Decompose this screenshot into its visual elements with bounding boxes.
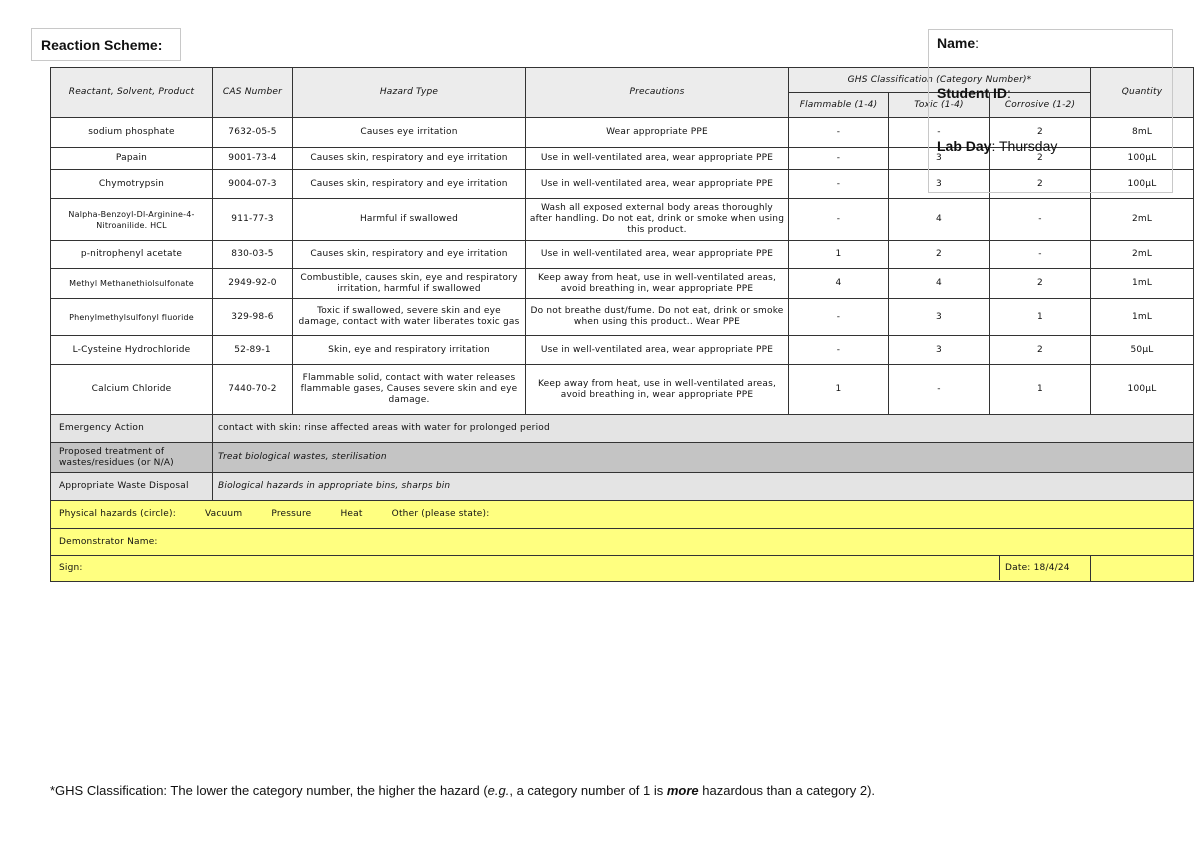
- cell-name: Papain: [51, 148, 213, 170]
- cell-hazard: Toxic if swallowed, severe skin and eye damage, contact with water liberates toxic gas: [293, 299, 526, 336]
- chemical-row: [51, 299, 1194, 336]
- cell-quantity: 1mL: [1091, 269, 1194, 299]
- header-precautions: Precautions: [526, 68, 789, 118]
- cell-precautions: Wear appropriate PPE: [526, 118, 789, 148]
- cell-name: Chymotrypsin: [51, 170, 213, 199]
- date-label: Date: 18/4/24: [999, 556, 1070, 580]
- cell-cas: 7440-70-2: [213, 365, 293, 415]
- cell-toxic: 3: [889, 336, 990, 365]
- footnote-more: more: [666, 783, 699, 798]
- cell-corrosive: -: [990, 199, 1091, 241]
- header-toxic: Toxic (1-4): [889, 93, 990, 118]
- treatment-value: Treat biological wastes, sterilisation: [213, 443, 1194, 473]
- cell-cas: 9004-07-3: [213, 170, 293, 199]
- disposal-value: Biological hazards in appropriate bins, sharps bin: [213, 473, 1194, 501]
- option-other[interactable]: Other (please state):: [391, 509, 490, 519]
- chemical-row: [51, 241, 1194, 269]
- cell-cas: 7632-05-5: [213, 118, 293, 148]
- disposal-label: Appropriate Waste Disposal: [51, 473, 213, 501]
- cell-cas: 52-89-1: [213, 336, 293, 365]
- cell-hazard: Causes skin, respiratory and eye irritation: [293, 241, 526, 269]
- sign-row: [51, 556, 1194, 582]
- cell-corrosive: 2: [990, 269, 1091, 299]
- cell-quantity: 100μL: [1091, 365, 1194, 415]
- header-flammable: Flammable (1-4): [789, 93, 889, 118]
- cell-precautions: Keep away from heat, use in well-ventilated areas, avoid breathing in, wear appropriate PPE: [526, 365, 789, 415]
- cell-corrosive: 2: [990, 118, 1091, 148]
- cell-cas: 911-77-3: [213, 199, 293, 241]
- cell-hazard: Combustible, causes skin, eye and respiratory irritation, harmful if swallowed: [293, 269, 526, 299]
- header-reactant: Reactant, Solvent, Product: [51, 68, 213, 118]
- cell-toxic: 3: [889, 299, 990, 336]
- physical-hazards-label: Physical hazards (circle):: [59, 509, 176, 519]
- name-line[interactable]: [937, 35, 979, 51]
- treatment-row: [51, 443, 1194, 473]
- cell-toxic: 3: [889, 170, 990, 199]
- option-vacuum[interactable]: Vacuum: [205, 509, 243, 519]
- reaction-scheme-box: [31, 28, 181, 61]
- name-label: Name: [937, 35, 976, 51]
- cell-flammable: 1: [789, 241, 889, 269]
- ghs-footnote: [50, 783, 875, 798]
- cell-toxic: 3: [889, 148, 990, 170]
- student-info-box: [928, 29, 1173, 193]
- footnote-part1: *GHS Classification: The lower the category number, the higher the hazard (: [50, 783, 488, 798]
- cell-flammable: -: [789, 336, 889, 365]
- cell-toxic: 4: [889, 199, 990, 241]
- footnote-part2: , a category number of 1 is: [509, 783, 667, 798]
- cell-toxic: 4: [889, 269, 990, 299]
- cell-hazard: Causes eye irritation: [293, 118, 526, 148]
- chemical-row: [51, 199, 1194, 241]
- cell-hazard: Causes skin, respiratory and eye irritation: [293, 148, 526, 170]
- cell-corrosive: 2: [990, 148, 1091, 170]
- cell-hazard: Flammable solid, contact with water releases flammable gases, Causes severe skin and eye damage.: [293, 365, 526, 415]
- student-id-colon: :: [1007, 85, 1011, 101]
- cell-precautions: Do not breathe dust/fume. Do not eat, drink or smoke when using this product.. Wear PPE: [526, 299, 789, 336]
- name-colon: :: [975, 35, 980, 51]
- lab-day-label: Lab Day: [937, 138, 992, 154]
- cell-name: p-nitrophenyl acetate: [51, 241, 213, 269]
- lab-day-line[interactable]: [937, 138, 1057, 154]
- cell-precautions: Keep away from heat, use in well-ventilated areas, avoid breathing in, wear appropriate PPE: [526, 269, 789, 299]
- cell-hazard: Harmful if swallowed: [293, 199, 526, 241]
- chemical-row: [51, 365, 1194, 415]
- student-id-label: Student ID: [937, 85, 1007, 101]
- cell-cas: 830-03-5: [213, 241, 293, 269]
- sign-label[interactable]: Sign:: [51, 556, 1091, 582]
- cell-quantity: 2mL: [1091, 241, 1194, 269]
- cell-flammable: -: [789, 118, 889, 148]
- cell-corrosive: 1: [990, 299, 1091, 336]
- option-heat[interactable]: Heat: [340, 509, 363, 519]
- cell-precautions: Use in well-ventilated area, wear appropriate PPE: [526, 241, 789, 269]
- header-corrosive: Corrosive (1-2): [990, 93, 1091, 118]
- cell-corrosive: -: [990, 241, 1091, 269]
- cell-corrosive: 2: [990, 170, 1091, 199]
- cell-name: L-Cysteine Hydrochloride: [51, 336, 213, 365]
- physical-hazards-row: [51, 501, 1194, 529]
- cell-corrosive: 2: [990, 336, 1091, 365]
- cell-flammable: -: [789, 199, 889, 241]
- treatment-label: Proposed treatment of wastes/residues (or N/A): [51, 443, 213, 473]
- lab-day-value: : Thursday: [991, 138, 1058, 154]
- cell-toxic: 2: [889, 241, 990, 269]
- footnote-eg: e.g.: [487, 783, 510, 798]
- cell-corrosive: 1: [990, 365, 1091, 415]
- cell-cas: 2949-92-0: [213, 269, 293, 299]
- cell-quantity: 100μL: [1091, 170, 1194, 199]
- header-cas: CAS Number: [213, 68, 293, 118]
- cell-hazard: Causes skin, respiratory and eye irritation: [293, 170, 526, 199]
- footnote-part3: hazardous than a category 2).: [698, 783, 876, 798]
- cell-cas: 329-98-6: [213, 299, 293, 336]
- header-hazard: Hazard Type: [293, 68, 526, 118]
- cell-name: Calcium Chloride: [51, 365, 213, 415]
- demonstrator-label[interactable]: Demonstrator Name:: [51, 529, 1194, 556]
- cell-cas: 9001-73-4: [213, 148, 293, 170]
- cell-quantity: 100μL: [1091, 148, 1194, 170]
- physical-hazards-cell: [51, 501, 1194, 529]
- emergency-row: [51, 415, 1194, 443]
- header-quantity: Quantity: [1091, 68, 1194, 118]
- cell-flammable: -: [789, 148, 889, 170]
- cell-quantity: 50μL: [1091, 336, 1194, 365]
- cell-name: Nalpha-Benzoyl-Dl-Arginine-4-Nitroanilide. HCL: [51, 199, 213, 241]
- cell-toxic: -: [889, 118, 990, 148]
- cell-quantity: 2mL: [1091, 199, 1194, 241]
- cell-flammable: -: [789, 299, 889, 336]
- cell-name: sodium phosphate: [51, 118, 213, 148]
- demonstrator-row: [51, 529, 1194, 556]
- cell-precautions: Wash all exposed external body areas thoroughly after handling. Do not eat, drink or smoke when using this product.: [526, 199, 789, 241]
- option-pressure[interactable]: Pressure: [271, 509, 312, 519]
- emergency-label: Emergency Action: [51, 415, 213, 443]
- emergency-value: contact with skin: rinse affected areas with water for prolonged period: [213, 415, 1194, 443]
- chemical-row: [51, 269, 1194, 299]
- cell-precautions: Use in well-ventilated area, wear appropriate PPE: [526, 148, 789, 170]
- reaction-scheme-label: Reaction Scheme:: [41, 37, 163, 53]
- cell-toxic: -: [889, 365, 990, 415]
- student-id-line[interactable]: [937, 85, 1011, 101]
- cell-name: Phenylmethylsulfonyl fluoride: [51, 299, 213, 336]
- chemical-row: [51, 336, 1194, 365]
- disposal-row: [51, 473, 1194, 501]
- cell-flammable: -: [789, 170, 889, 199]
- header-ghs: GHS Classification (Category Number)*: [789, 68, 1091, 93]
- cell-flammable: 4: [789, 269, 889, 299]
- cell-precautions: Use in well-ventilated area, wear appropriate PPE: [526, 170, 789, 199]
- cell-hazard: Skin, eye and respiratory irritation: [293, 336, 526, 365]
- cell-quantity: 8mL: [1091, 118, 1194, 148]
- cell-name: Methyl Methanethiolsulfonate: [51, 269, 213, 299]
- cell-precautions: Use in well-ventilated area, wear appropriate PPE: [526, 336, 789, 365]
- date-cell: [1005, 556, 1194, 582]
- cell-flammable: 1: [789, 365, 889, 415]
- cell-quantity: 1mL: [1091, 299, 1194, 336]
